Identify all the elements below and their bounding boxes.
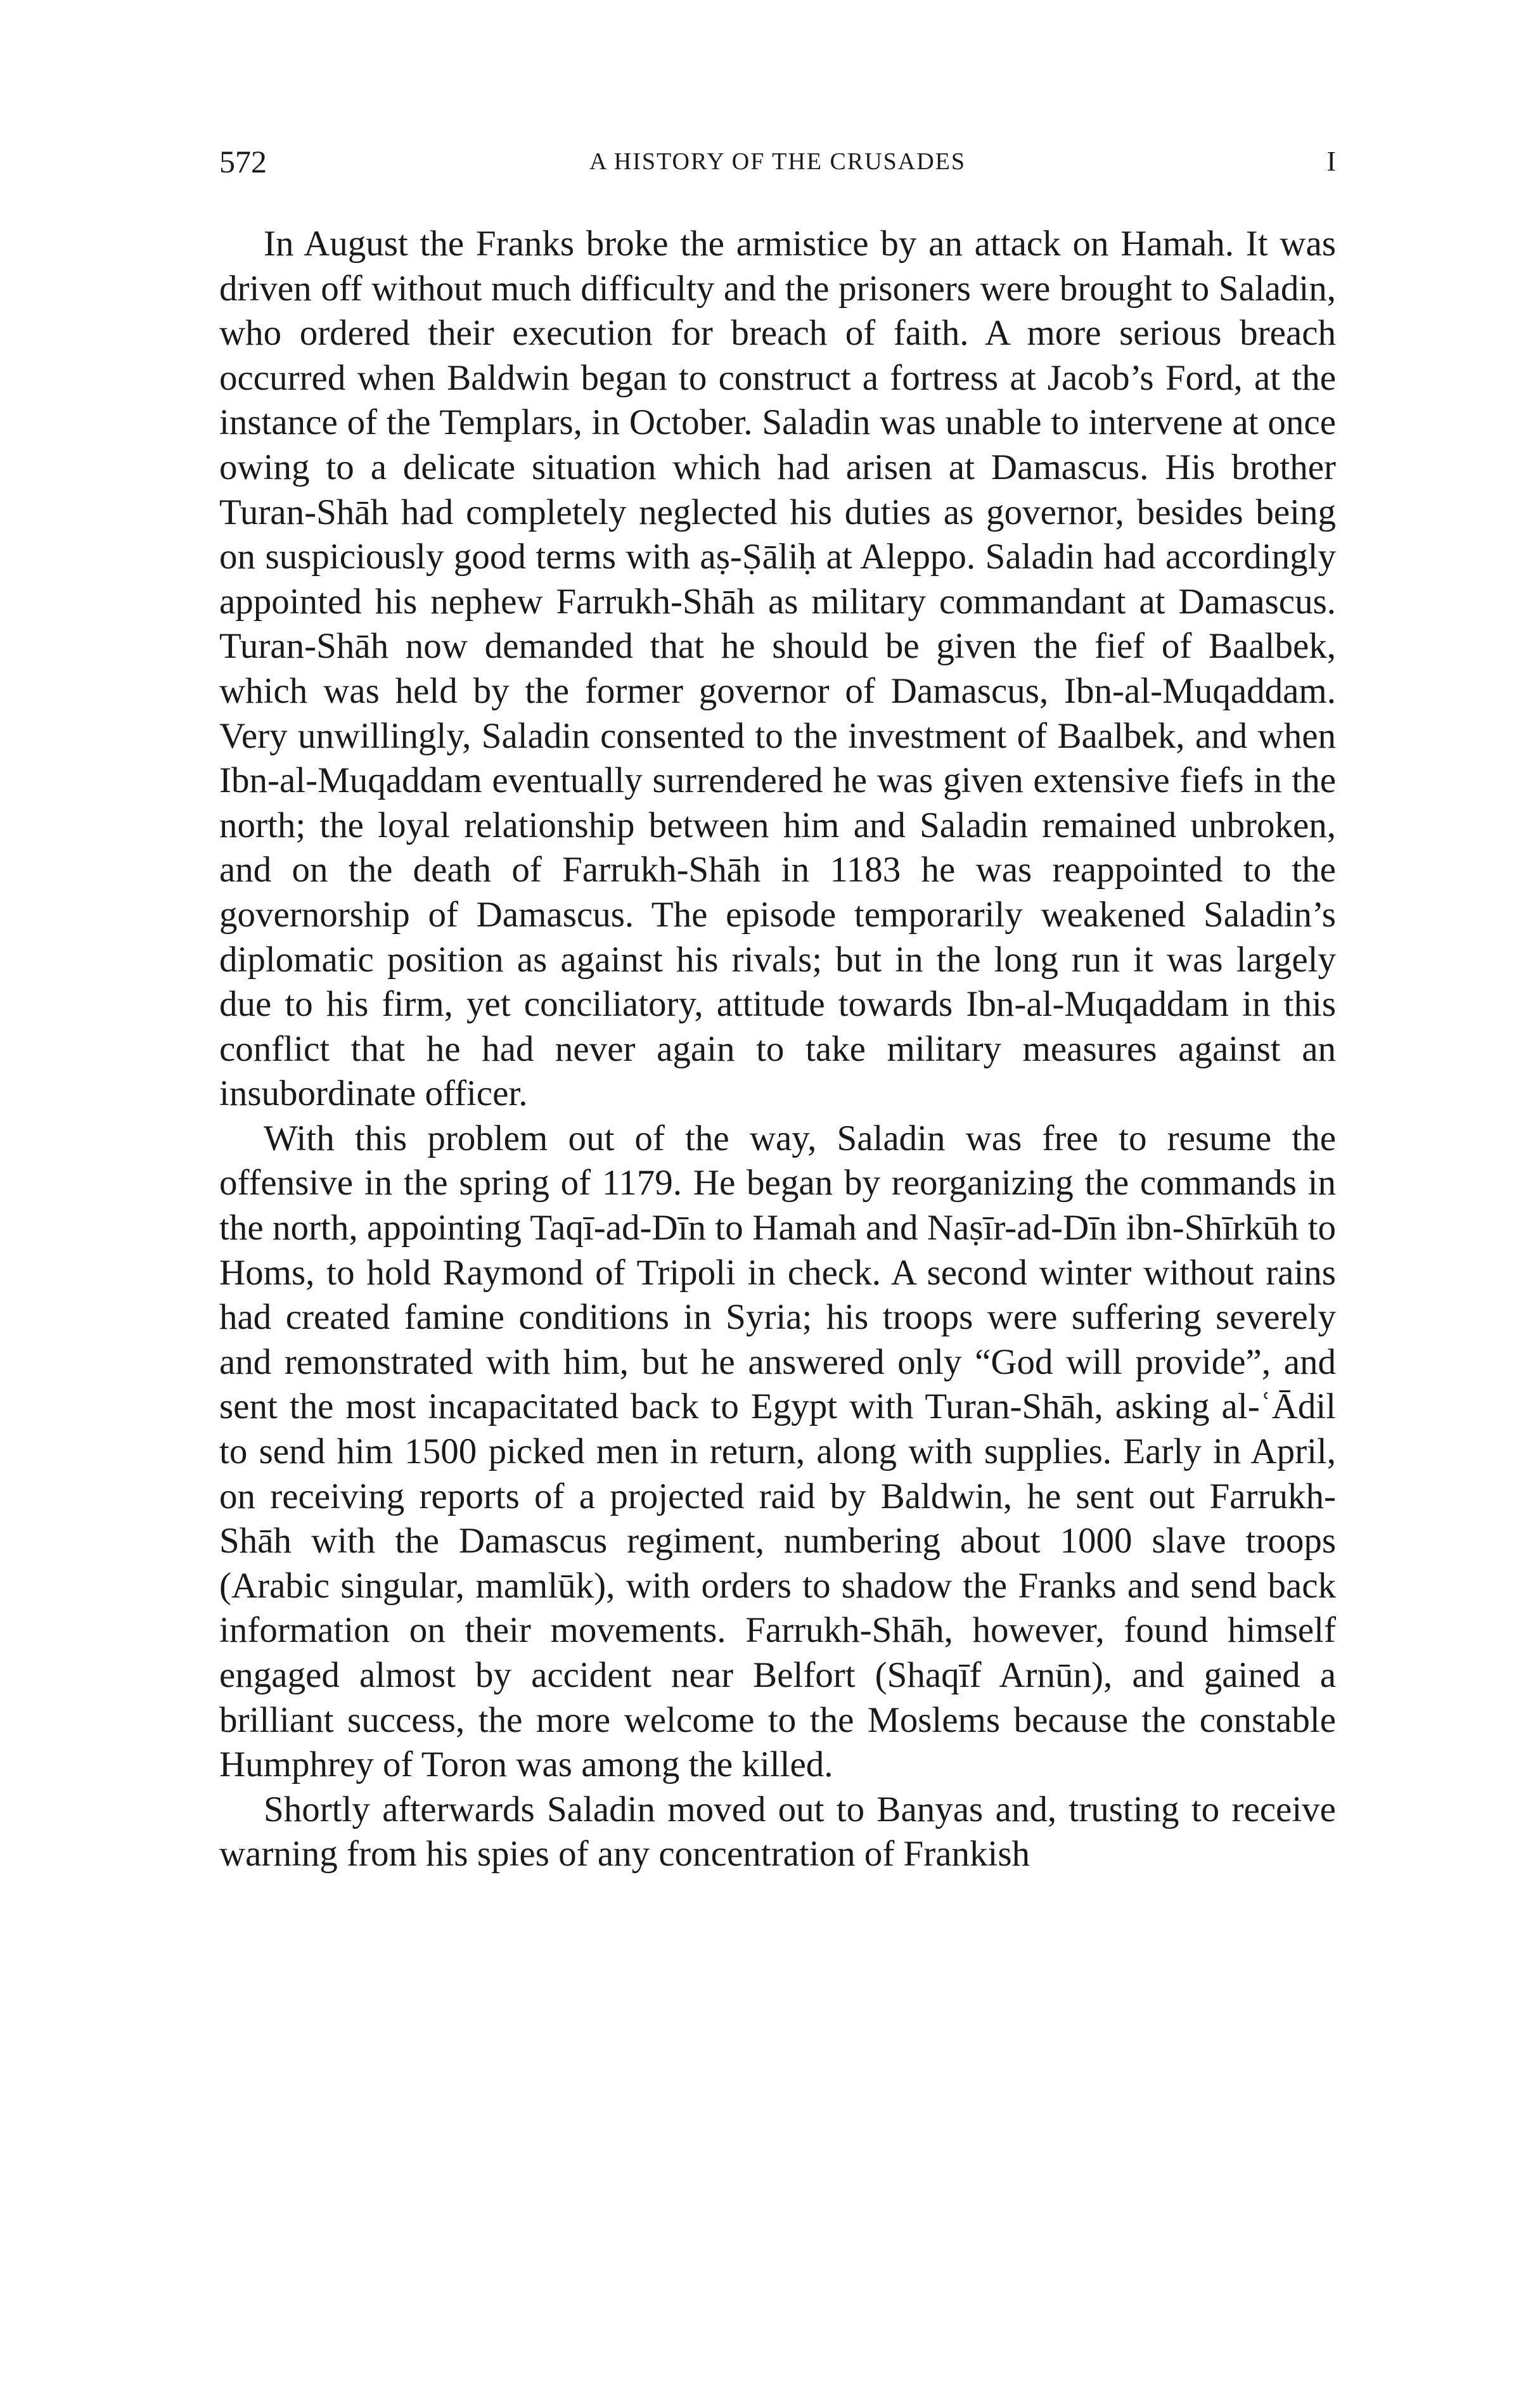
body-text: [219, 222, 1336, 1877]
page-number: 572: [219, 144, 267, 179]
running-title: A HISTORY OF THE CRUSADES: [589, 148, 966, 175]
paragraph-1: In August the Franks broke the armistice by an attack on Hamah. It was driven off without much difficulty and the prisoners were brought to Saladin, who ordered their execution for breach of faith. A more serious breach occurred when Baldwin began to construct a fortress at Jacob’s Ford, at the instance of the Templars, in October. Saladin was unable to intervene at once owing to a delicate situation which had arisen at Damascus. His brother Turan-Shāh had completely neglected his duties as governor, besides being on suspiciously good terms with aṣ-Ṣāliḥ at Aleppo. Saladin had accordingly appointed his nephew Farrukh-Shāh as military commandant at Damascus. Turan-Shāh now demanded that he should be given the fief of Baalbek, which was held by the former governor of Damascus, Ibn-al-Muqaddam. Very unwillingly, Saladin consented to the investment of Baalbek, and when Ibn-al-Muqaddam eventually surrendered he was given extensive fiefs in the north; the loyal relationship between him and Saladin remained unbroken, and on the death of Farrukh-Shāh in 1183 he was reappointed to the governorship of Damascus. The episode temporarily weakened Saladin’s diplomatic position as against his rivals; but in the long run it was largely due to his firm, yet conciliatory, attitude towards Ibn-al-Muqaddam in this conflict that he had never again to take military measures against an insubordinate officer.: [219, 224, 1336, 1114]
paragraph-3: Shortly afterwards Saladin moved out to Banyas and, trusting to receive warning from his spies of any concentration of Frankish: [219, 1789, 1336, 1874]
running-head: [219, 143, 1336, 181]
paragraph-2: With this problem out of the way, Saladin was free to resume the offensive in the spring of 1179. He began by reorganizing the commands in the north, appointing Taqī-ad-Dīn to Hamah and Naṣīr-ad-Dīn ibn-Shīrkūh to Homs, to hold Raymond of Tripoli in check. A second winter without rains had created famine conditions in Syria; his troops were suffering severely and remonstrated with him, but he answered only “God will provide”, and sent the most incapacitated back to Egypt with Turan-Shāh, asking al-ʿĀdil to send him 1500 picked men in return, along with supplies. Early in April, on receiving reports of a projected raid by Baldwin, he sent out Farrukh-Shāh with the Damascus regiment, numbering about 1000 slave troops (Arabic singular, mamlūk), with orders to shadow the Franks and send back information on their movements. Farrukh-Shāh, however, found himself engaged almost by accident near Belfort (Shaqīf Arnūn), and gained a brilliant success, the more welcome to the Moslems because the constable Humphrey of Toron was among the killed.: [219, 1118, 1336, 1785]
chapter-mark: I: [1326, 146, 1336, 177]
